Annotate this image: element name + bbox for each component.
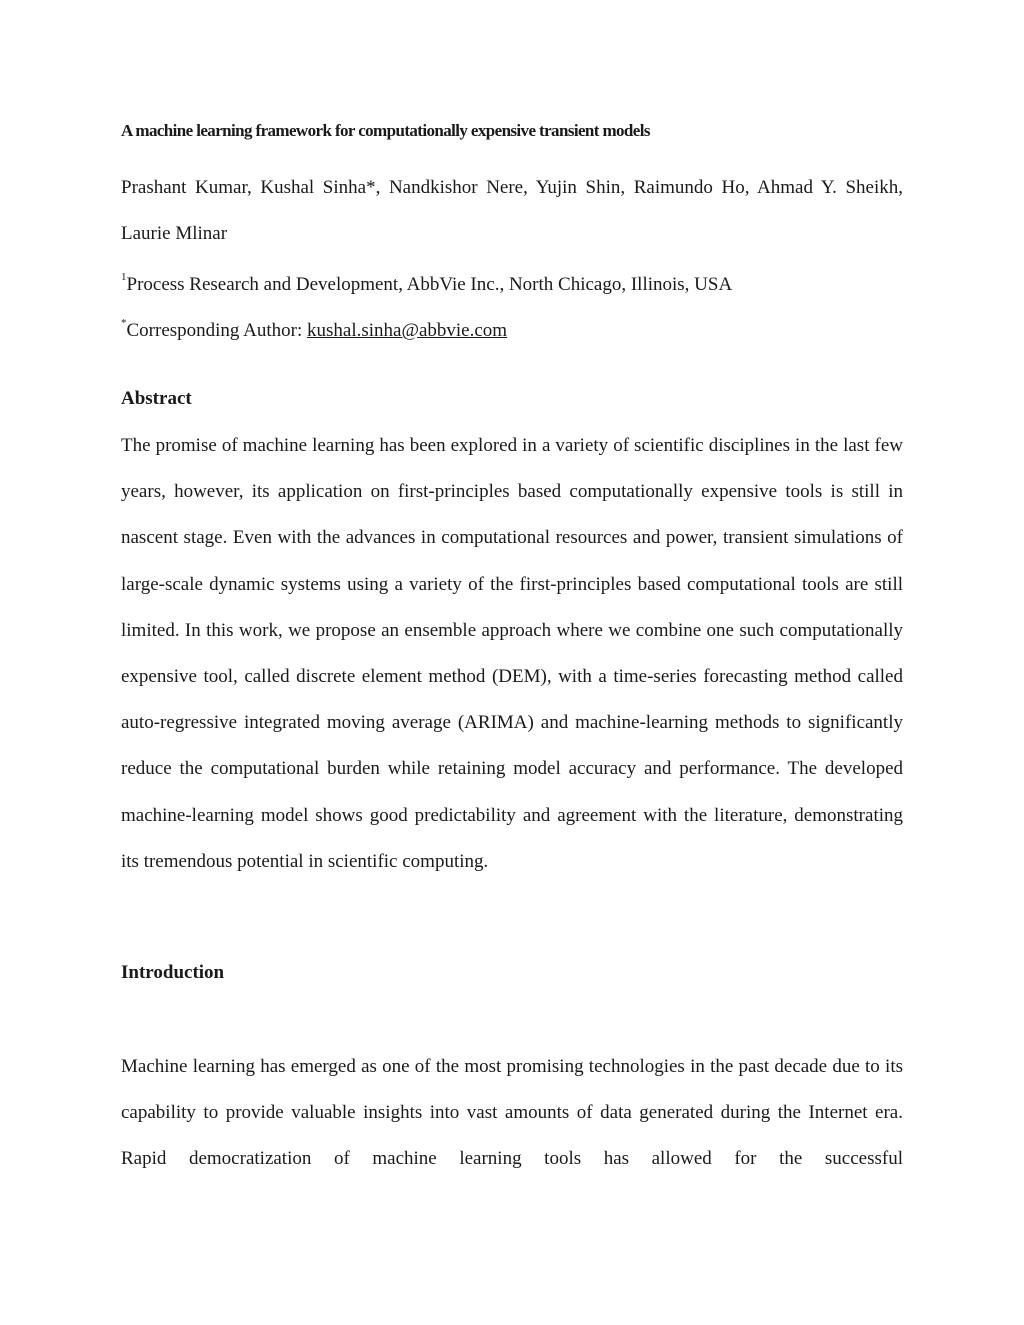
corresponding-email-link[interactable]: kushal.sinha@abbvie.com [307,320,508,341]
corresponding-author-line [121,317,508,342]
affiliation-line [121,271,733,296]
paper-title: A machine learning framework for computationally expensive transient models [121,121,650,140]
affiliation-marker: 1 [121,271,127,283]
abstract-paragraph: The promise of machine learning has been explored in a variety of scientific disciplines in the last few years, however, its application on first-principles based computationally expensive tools is still in nascent stage. Even with the advances in computational resources and power, transient simulations of large-scale dynamic systems using a variety of the first-principles based computational tools are still limited. In this work, we propose an ensemble approach where we combine one such computationally expensive tool, called discrete element method (DEM), with a time-series forecasting method called auto-regressive integrated moving average (ARIMA) and machine-learning methods to significantly reduce the computational burden while retaining model accuracy and performance. The developed machine-learning model shows good predictability and agreement with the literature, demonstrating its tremendous potential in scientific computing. [121,435,903,872]
abstract-heading: Abstract [121,388,192,409]
introduction-paragraph: Machine learning has emerged as one of the most promising technologies in the past decade due to its capability to provide valuable insights into vast amounts of data generated during the Internet era. Rapid democratization of machine learning tools has allowed for the successful [121,1056,903,1170]
corresponding-marker: * [121,317,127,329]
introduction-heading: Introduction [121,962,225,983]
affiliation-text: Process Research and Development, AbbVie Inc., North Chicago, Illinois, USA [126,274,733,295]
corresponding-label: Corresponding Author: [126,320,307,341]
author-list: Prashant Kumar, Kushal Sinha*, Nandkishor Nere, Yujin Shin, Raimundo Ho, Ahmad Y. Sheikh, Laurie Mlinar [121,177,903,244]
